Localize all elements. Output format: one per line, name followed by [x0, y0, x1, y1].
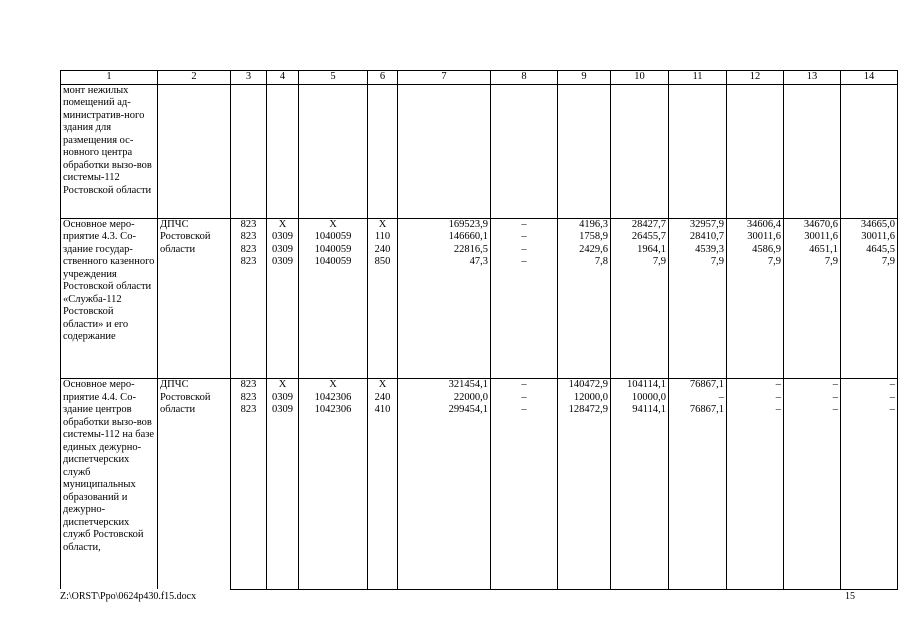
table-cell: 0309 — [267, 256, 299, 379]
table-cell: 30011,6 — [841, 231, 898, 244]
table-cell: 30011,6 — [784, 231, 841, 244]
table-cell — [841, 84, 898, 218]
table-cell: 30011,6 — [727, 231, 784, 244]
table-cell: 7,9 — [669, 256, 727, 379]
executor: ДПЧС Ростовской области — [158, 218, 231, 379]
table-cell: 4196,3 — [558, 218, 611, 231]
header-cell: 7 — [398, 71, 491, 85]
executor — [158, 84, 231, 218]
table-cell: – — [784, 392, 841, 405]
table-cell: 12000,0 — [558, 392, 611, 405]
table-cell: 34670,6 — [784, 218, 841, 231]
table-cell — [231, 84, 267, 218]
table-cell: 76867,1 — [669, 379, 727, 392]
table-cell: – — [491, 244, 558, 257]
table-cell: 823 — [231, 379, 267, 392]
table-cell: 0309 — [267, 404, 299, 589]
header-row — [61, 71, 898, 85]
table-cell: 7,9 — [784, 256, 841, 379]
table-cell: 169523,9 — [398, 218, 491, 231]
table-cell: 240 — [368, 244, 398, 257]
table-cell: Х — [368, 379, 398, 392]
table-cell: 4645,5 — [841, 244, 898, 257]
table-cell: 1042306 — [299, 404, 368, 589]
table-cell: 34606,4 — [727, 218, 784, 231]
table-cell — [669, 84, 727, 218]
table-cell: 4586,9 — [727, 244, 784, 257]
table-cell: – — [491, 256, 558, 379]
table-cell: – — [491, 404, 558, 589]
table-cell: 47,3 — [398, 256, 491, 379]
table-cell: Х — [368, 218, 398, 231]
table-cell: 128472,9 — [558, 404, 611, 589]
table-row — [61, 84, 898, 218]
table-cell: 823 — [231, 256, 267, 379]
table-cell: – — [727, 379, 784, 392]
table-cell: 1042306 — [299, 392, 368, 405]
table-cell: 76867,1 — [669, 404, 727, 589]
header-cell: 6 — [368, 71, 398, 85]
table-cell: – — [491, 218, 558, 231]
table-cell: – — [784, 404, 841, 589]
table-cell — [267, 84, 299, 218]
table-cell: – — [841, 392, 898, 405]
table-cell: 32957,9 — [669, 218, 727, 231]
table-cell: 823 — [231, 404, 267, 589]
footer-page-number: 15 — [845, 591, 855, 602]
table-cell — [398, 84, 491, 218]
table-cell: 28410,7 — [669, 231, 727, 244]
header-cell: 5 — [299, 71, 368, 85]
footer-file-path: Z:\ORST\Ppo\0624p430.f15.docx — [60, 591, 197, 602]
header-cell: 12 — [727, 71, 784, 85]
table-cell: 850 — [368, 256, 398, 379]
table-cell: 10000,0 — [611, 392, 669, 405]
table-cell: 1964,1 — [611, 244, 669, 257]
table-cell: – — [727, 392, 784, 405]
table-cell: 1040059 — [299, 244, 368, 257]
table-cell: 240 — [368, 392, 398, 405]
table-cell: 7,8 — [558, 256, 611, 379]
header-cell: 4 — [267, 71, 299, 85]
table-cell: 7,9 — [841, 256, 898, 379]
table-cell — [491, 84, 558, 218]
header-cell: 11 — [669, 71, 727, 85]
header-cell: 8 — [491, 71, 558, 85]
table-cell: 1040059 — [299, 256, 368, 379]
table-cell: Х — [267, 218, 299, 231]
table-cell: 823 — [231, 392, 267, 405]
table-cell: 94114,1 — [611, 404, 669, 589]
table-cell — [558, 84, 611, 218]
table-cell: 0309 — [267, 392, 299, 405]
table-cell: 321454,1 — [398, 379, 491, 392]
table-cell: Х — [267, 379, 299, 392]
table-cell: 22816,5 — [398, 244, 491, 257]
table-cell — [299, 84, 368, 218]
table-cell: 7,9 — [611, 256, 669, 379]
table-cell — [784, 84, 841, 218]
table-cell: 410 — [368, 404, 398, 589]
header-cell: 10 — [611, 71, 669, 85]
table-cell: 823 — [231, 231, 267, 244]
table-cell: 823 — [231, 244, 267, 257]
header-cell: 14 — [841, 71, 898, 85]
table-cell: 28427,7 — [611, 218, 669, 231]
table-cell: 823 — [231, 218, 267, 231]
header-cell: 13 — [784, 71, 841, 85]
measure-name: монт нежилых помещений ад-министратив-ного здания для размещения ос-новного центра обработки вызо-вов системы-112 Ростовской области — [61, 84, 158, 218]
table-cell: 4651,1 — [784, 244, 841, 257]
table-cell — [727, 84, 784, 218]
table-cell: 4539,3 — [669, 244, 727, 257]
table-cell: – — [491, 392, 558, 405]
executor: ДПЧС Ростовской области — [158, 379, 231, 590]
table-cell: – — [841, 404, 898, 589]
measure-name: Основное меро-приятие 4.3. Со-здание государ-ственного казенного учреждения Ростовской области «Служба-112 Ростовской области» и его содержание — [61, 218, 158, 379]
table-cell: – — [784, 379, 841, 392]
table-cell — [611, 84, 669, 218]
table-cell: 34665,0 — [841, 218, 898, 231]
table-cell: 140472,9 — [558, 379, 611, 392]
header-cell: 2 — [158, 71, 231, 85]
table-cell: – — [841, 379, 898, 392]
table-cell: – — [669, 392, 727, 405]
table-cell: 1040059 — [299, 231, 368, 244]
budget-table — [60, 70, 898, 590]
table-cell: 0309 — [267, 231, 299, 244]
table-cell: – — [727, 404, 784, 589]
table-row — [61, 218, 898, 231]
header-cell: 9 — [558, 71, 611, 85]
table-row — [61, 379, 898, 392]
table-cell: 110 — [368, 231, 398, 244]
table-cell: 26455,7 — [611, 231, 669, 244]
table-cell: 299454,1 — [398, 404, 491, 589]
table-cell: 146660,1 — [398, 231, 491, 244]
table-cell: 0309 — [267, 244, 299, 257]
table-cell: 104114,1 — [611, 379, 669, 392]
table-cell: 2429,6 — [558, 244, 611, 257]
table-cell: 1758,9 — [558, 231, 611, 244]
measure-name: Основное меро-приятие 4.4. Со-здание центров обработки вызо-вов системы-112 на базе единых дежурно-диспетчерских служб муниципальных образований и дежурно-диспетчерских служб Ростовской области, — [61, 379, 158, 590]
table-cell: – — [491, 231, 558, 244]
table-cell: Х — [299, 218, 368, 231]
table-cell — [368, 84, 398, 218]
table-cell: 22000,0 — [398, 392, 491, 405]
header-cell: 1 — [61, 71, 158, 85]
table-cell: 7,9 — [727, 256, 784, 379]
table-cell: Х — [299, 379, 368, 392]
table-cell: – — [491, 379, 558, 392]
header-cell: 3 — [231, 71, 267, 85]
